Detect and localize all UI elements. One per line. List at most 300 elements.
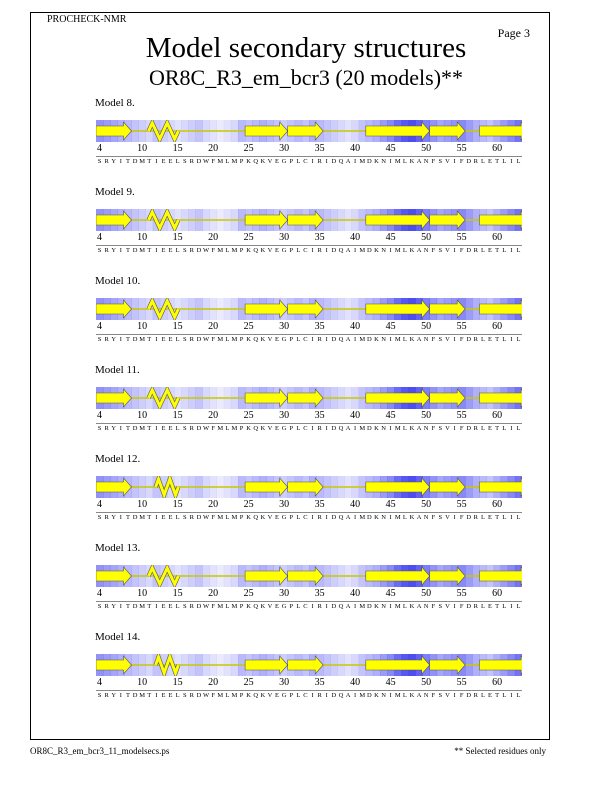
- residue-letter: M: [217, 247, 224, 254]
- residue-letter: L: [175, 336, 180, 343]
- residue-letter: S: [97, 603, 102, 610]
- residue-letter: V: [267, 514, 273, 521]
- tick-label: 10: [137, 588, 148, 599]
- residue-letter: K: [246, 336, 251, 343]
- secondary-structure-strip: [96, 298, 522, 320]
- residue-letter: L: [225, 692, 230, 699]
- residue-letter: T: [125, 158, 130, 165]
- residue-letter: M: [231, 692, 238, 699]
- residue-letter: L: [480, 603, 485, 610]
- residue-letter: D: [366, 425, 372, 432]
- residue-letter: I: [453, 425, 456, 432]
- residue-letter: R: [317, 247, 322, 254]
- residue-letter: I: [311, 603, 314, 610]
- residue-letter: R: [189, 425, 195, 432]
- residue-letter: E: [275, 336, 280, 343]
- residue-letter: R: [473, 514, 479, 521]
- residue-letter: E: [275, 425, 280, 432]
- residue-letter: D: [466, 514, 472, 521]
- residue-letter: S: [97, 514, 102, 521]
- residue-letter: K: [260, 692, 266, 699]
- residue-letter: I: [354, 692, 357, 699]
- residue-letter: E: [168, 692, 173, 699]
- residue-letter: L: [296, 692, 301, 699]
- residue-letter: N: [381, 158, 386, 165]
- residue-letter: I: [311, 247, 314, 254]
- residue-letter: P: [289, 336, 294, 343]
- residue-letter: K: [260, 425, 266, 432]
- tick-label: 50: [421, 321, 432, 332]
- residue-letter: Q: [253, 425, 259, 432]
- residue-letter: A: [345, 692, 351, 699]
- tick-label: 35: [314, 588, 325, 599]
- residue-letter: A: [345, 336, 351, 343]
- residue-letter: V: [445, 247, 450, 254]
- residue-letter: S: [438, 425, 443, 432]
- tick-label: 20: [208, 499, 219, 510]
- tick-label: 60: [492, 499, 503, 510]
- sequence-divider: [96, 423, 522, 424]
- residue-letter: F: [431, 425, 436, 432]
- tick-label: 15: [172, 232, 183, 243]
- residue-letter: D: [366, 692, 372, 699]
- residue-letter: K: [409, 425, 415, 432]
- tick-label: 20: [208, 321, 219, 332]
- residue-letter: Y: [111, 603, 117, 610]
- residue-letter: M: [394, 692, 401, 699]
- tick-label: 55: [456, 143, 467, 154]
- residue-letter: F: [459, 692, 464, 699]
- residue-letter: I: [119, 603, 122, 610]
- tick-label: 30: [279, 499, 290, 510]
- tick-label: 40: [350, 588, 361, 599]
- residue-letter: D: [331, 692, 337, 699]
- residue-letter: I: [311, 514, 314, 521]
- residue-letter: K: [374, 603, 379, 610]
- residue-letter: A: [345, 514, 351, 521]
- residue-letter: P: [239, 158, 244, 165]
- residue-letter: I: [389, 603, 392, 610]
- residue-letter: E: [488, 514, 493, 521]
- residue-letter: S: [97, 692, 102, 699]
- residue-letter: T: [147, 336, 152, 343]
- residue-letter: R: [317, 514, 322, 521]
- residue-letter: F: [431, 603, 436, 610]
- residue-letter: A: [416, 692, 422, 699]
- residue-letter: I: [311, 692, 314, 699]
- residue-letter: M: [217, 336, 224, 343]
- tick-label: 40: [350, 232, 361, 243]
- residue-letter: K: [409, 603, 415, 610]
- tick-label: 25: [243, 677, 254, 688]
- tick-label: 20: [208, 588, 219, 599]
- sequence-divider: [96, 512, 522, 513]
- tick-label: 40: [350, 143, 361, 154]
- residue-letter: V: [267, 692, 273, 699]
- sequence-row: [96, 336, 522, 346]
- residue-letter: S: [97, 425, 102, 432]
- residue-letter: K: [246, 425, 251, 432]
- residue-letter: L: [225, 603, 230, 610]
- model-label: Model 12.: [95, 453, 141, 465]
- residue-letter: Y: [111, 692, 117, 699]
- residue-letter: M: [231, 247, 238, 254]
- residue-letter: I: [453, 336, 456, 343]
- sequence-row: [96, 514, 522, 524]
- tick-label: 40: [350, 321, 361, 332]
- residue-letter: I: [510, 692, 513, 699]
- residue-letter: Q: [338, 336, 344, 343]
- residue-letter: P: [289, 247, 294, 254]
- residue-letter: I: [155, 336, 158, 343]
- residue-letter: T: [495, 336, 500, 343]
- residue-letter: S: [182, 247, 187, 254]
- residue-letter: T: [147, 247, 152, 254]
- residue-letter: Q: [338, 692, 344, 699]
- residue-letter: N: [423, 514, 429, 521]
- residue-letter: F: [211, 247, 215, 254]
- residue-letter: I: [354, 603, 357, 610]
- tick-label: 20: [208, 232, 219, 243]
- residue-letter: T: [125, 692, 130, 699]
- residue-letter: L: [402, 336, 407, 343]
- residue-letter: L: [516, 158, 521, 165]
- residue-letter: T: [147, 158, 152, 165]
- residue-letter: L: [175, 692, 180, 699]
- residue-letter: K: [374, 514, 379, 521]
- residue-letter: D: [466, 247, 472, 254]
- model-label: Model 11.: [95, 364, 140, 376]
- residue-letter: E: [275, 692, 280, 699]
- residue-letter: L: [502, 336, 507, 343]
- tick-label: 60: [492, 588, 503, 599]
- residue-letter: W: [202, 425, 210, 432]
- tick-label: 15: [172, 410, 183, 421]
- residue-letter: D: [196, 603, 202, 610]
- tick-label: 60: [492, 232, 503, 243]
- residue-letter: C: [303, 247, 308, 254]
- tick-label: 30: [279, 677, 290, 688]
- residue-letter: D: [466, 603, 472, 610]
- residue-letter: L: [502, 425, 507, 432]
- residue-letter: R: [473, 692, 479, 699]
- residue-letter: I: [389, 692, 392, 699]
- sequence-divider: [96, 334, 522, 335]
- residue-letter: D: [196, 247, 202, 254]
- tick-label: 10: [137, 677, 148, 688]
- residue-letter: Q: [253, 247, 259, 254]
- residue-letter: K: [409, 158, 415, 165]
- tick-label: 35: [314, 499, 325, 510]
- residue-letter: E: [161, 158, 166, 165]
- residue-letter: M: [231, 603, 238, 610]
- residue-letter: M: [217, 692, 224, 699]
- tick-label: 25: [243, 321, 254, 332]
- residue-letter: E: [488, 158, 493, 165]
- tick-label: 4: [97, 677, 103, 688]
- residue-letter: Q: [253, 514, 259, 521]
- residue-letter: M: [139, 425, 146, 432]
- residue-letter: S: [438, 603, 443, 610]
- tick-label: 55: [456, 232, 467, 243]
- residue-letter: F: [211, 603, 215, 610]
- tick-label: 30: [279, 232, 290, 243]
- tick-label: 55: [456, 677, 467, 688]
- residue-letter: M: [359, 514, 366, 521]
- residue-letter: D: [196, 514, 202, 521]
- tick-label: 4: [97, 143, 103, 154]
- residue-letter: K: [260, 514, 266, 521]
- model-label: Model 8.: [95, 97, 135, 109]
- residue-letter: I: [155, 603, 158, 610]
- residue-letter: W: [202, 692, 210, 699]
- residue-letter: Q: [253, 692, 259, 699]
- residue-letter: W: [202, 514, 210, 521]
- program-name: PROCHECK-NMR: [47, 14, 127, 25]
- tick-label: 60: [492, 677, 503, 688]
- model-label: Model 10.: [95, 275, 141, 287]
- residue-letter: R: [104, 514, 109, 521]
- residue-letter: F: [431, 514, 436, 521]
- residue-letter: W: [202, 336, 210, 343]
- residue-letter: N: [381, 692, 386, 699]
- residue-letter: T: [495, 603, 500, 610]
- residue-letter: E: [161, 247, 166, 254]
- residue-letter: R: [189, 336, 195, 343]
- residue-letter: I: [510, 247, 513, 254]
- residue-letter: V: [445, 603, 450, 610]
- residue-letter: T: [495, 692, 500, 699]
- residue-letter: A: [345, 247, 351, 254]
- residue-letter: R: [189, 603, 195, 610]
- residue-letter: I: [453, 247, 456, 254]
- residue-letter: C: [303, 336, 308, 343]
- residue-letter: D: [466, 425, 472, 432]
- residue-letter: K: [260, 603, 266, 610]
- residue-letter: L: [516, 247, 521, 254]
- residue-letter: L: [296, 158, 301, 165]
- residue-letter: M: [231, 514, 238, 521]
- residue-letter: E: [168, 514, 173, 521]
- residue-letter: M: [359, 603, 366, 610]
- residue-letter: I: [155, 692, 158, 699]
- residue-axis: [0, 410, 612, 422]
- residue-letter: N: [381, 247, 386, 254]
- residue-letter: T: [147, 692, 152, 699]
- residue-letter: N: [423, 158, 429, 165]
- residue-letter: M: [139, 158, 146, 165]
- residue-axis: [0, 588, 612, 600]
- residue-letter: M: [394, 603, 401, 610]
- tick-label: 15: [172, 499, 183, 510]
- residue-letter: K: [260, 336, 266, 343]
- residue-letter: N: [381, 514, 386, 521]
- residue-letter: Y: [111, 514, 117, 521]
- tick-label: 10: [137, 321, 148, 332]
- residue-letter: L: [516, 692, 521, 699]
- residue-letter: S: [97, 247, 102, 254]
- residue-letter: E: [488, 336, 493, 343]
- residue-letter: R: [473, 603, 479, 610]
- tick-label: 45: [385, 677, 396, 688]
- residue-letter: G: [281, 158, 287, 165]
- tick-label: 25: [243, 499, 254, 510]
- residue-letter: P: [239, 692, 244, 699]
- tick-label: 45: [385, 588, 396, 599]
- residue-letter: L: [502, 692, 507, 699]
- tick-label: 60: [492, 321, 503, 332]
- residue-letter: I: [510, 514, 513, 521]
- tick-label: 55: [456, 321, 467, 332]
- residue-letter: I: [453, 692, 456, 699]
- residue-letter: G: [281, 247, 287, 254]
- residue-letter: L: [502, 603, 507, 610]
- residue-letter: Y: [111, 425, 117, 432]
- residue-letter: S: [97, 158, 102, 165]
- residue-letter: L: [225, 158, 230, 165]
- residue-letter: D: [331, 247, 337, 254]
- residue-letter: Q: [253, 158, 259, 165]
- residue-letter: L: [480, 425, 485, 432]
- tick-label: 35: [314, 410, 325, 421]
- residue-letter: M: [217, 514, 224, 521]
- residue-letter: L: [480, 336, 485, 343]
- tick-label: 50: [421, 410, 432, 421]
- residue-letter: D: [196, 425, 202, 432]
- residue-letter: I: [155, 514, 158, 521]
- residue-letter: D: [331, 425, 337, 432]
- residue-letter: D: [132, 336, 138, 343]
- residue-letter: F: [459, 603, 464, 610]
- tick-label: 35: [314, 321, 325, 332]
- residue-letter: I: [155, 247, 158, 254]
- residue-letter: R: [317, 336, 322, 343]
- residue-letter: L: [175, 603, 180, 610]
- residue-letter: R: [189, 514, 195, 521]
- residue-letter: V: [445, 514, 450, 521]
- tick-label: 35: [314, 143, 325, 154]
- residue-letter: V: [445, 336, 450, 343]
- residue-letter: I: [119, 158, 122, 165]
- residue-letter: K: [409, 692, 415, 699]
- tick-label: 45: [385, 143, 396, 154]
- residue-letter: L: [225, 514, 230, 521]
- residue-letter: G: [281, 603, 287, 610]
- residue-letter: W: [202, 247, 210, 254]
- residue-letter: Q: [338, 425, 344, 432]
- tick-label: 25: [243, 588, 254, 599]
- residue-letter: L: [402, 158, 407, 165]
- residue-letter: Y: [111, 336, 117, 343]
- tick-label: 55: [456, 588, 467, 599]
- residue-letter: V: [267, 603, 273, 610]
- residue-letter: L: [480, 514, 485, 521]
- residue-letter: F: [431, 158, 436, 165]
- residue-letter: Q: [253, 336, 259, 343]
- tick-label: 4: [97, 499, 103, 510]
- residue-letter: I: [389, 247, 392, 254]
- residue-letter: S: [438, 514, 443, 521]
- residue-letter: A: [416, 514, 422, 521]
- residue-letter: M: [394, 425, 401, 432]
- residue-letter: D: [196, 158, 202, 165]
- residue-letter: I: [119, 514, 122, 521]
- residue-letter: L: [296, 514, 301, 521]
- residue-letter: I: [389, 514, 392, 521]
- residue-letter: Y: [111, 247, 117, 254]
- residue-letter: L: [502, 514, 507, 521]
- residue-letter: L: [516, 514, 521, 521]
- tick-label: 40: [350, 499, 361, 510]
- residue-letter: D: [366, 247, 372, 254]
- residue-letter: I: [325, 158, 328, 165]
- residue-letter: M: [139, 603, 146, 610]
- residue-letter: Q: [338, 247, 344, 254]
- residue-letter: T: [495, 514, 500, 521]
- residue-letter: K: [260, 247, 266, 254]
- page-number: Page 3: [497, 26, 530, 40]
- residue-letter: R: [189, 692, 195, 699]
- sequence-row: [96, 158, 522, 168]
- sequence-row: [96, 692, 522, 702]
- residue-letter: R: [473, 158, 479, 165]
- residue-letter: M: [359, 247, 366, 254]
- tick-label: 30: [279, 588, 290, 599]
- residue-letter: N: [423, 247, 429, 254]
- tick-label: 35: [314, 677, 325, 688]
- tick-label: 20: [208, 143, 219, 154]
- residue-letter: F: [431, 336, 436, 343]
- residue-letter: S: [438, 336, 443, 343]
- residue-letter: Q: [253, 603, 259, 610]
- residue-letter: F: [459, 336, 464, 343]
- tick-label: 4: [97, 232, 103, 243]
- tick-label: 50: [421, 588, 432, 599]
- residue-letter: K: [409, 247, 415, 254]
- sequence-row: [96, 425, 522, 435]
- residue-letter: F: [459, 158, 464, 165]
- residue-letter: D: [196, 692, 202, 699]
- model-label: Model 9.: [95, 186, 135, 198]
- secondary-structure-strip: [96, 120, 522, 142]
- tick-label: 55: [456, 410, 467, 421]
- residue-letter: I: [510, 425, 513, 432]
- tick-label: 60: [492, 143, 503, 154]
- residue-letter: W: [202, 158, 210, 165]
- sequence-row: [96, 247, 522, 257]
- residue-letter: P: [289, 692, 294, 699]
- model-label: Model 13.: [95, 542, 141, 554]
- residue-letter: K: [409, 514, 415, 521]
- residue-letter: L: [516, 603, 521, 610]
- residue-letter: V: [445, 692, 450, 699]
- residue-letter: I: [325, 514, 328, 521]
- residue-letter: F: [459, 514, 464, 521]
- residue-letter: L: [175, 425, 180, 432]
- residue-letter: M: [231, 336, 238, 343]
- residue-letter: K: [374, 336, 379, 343]
- residue-letter: I: [325, 425, 328, 432]
- residue-letter: M: [139, 247, 146, 254]
- residue-letter: V: [267, 425, 273, 432]
- residue-letter: I: [510, 336, 513, 343]
- tick-label: 30: [279, 143, 290, 154]
- tick-label: 15: [172, 321, 183, 332]
- residue-letter: M: [394, 247, 401, 254]
- residue-letter: L: [225, 336, 230, 343]
- residue-letter: R: [473, 336, 479, 343]
- residue-letter: R: [104, 425, 109, 432]
